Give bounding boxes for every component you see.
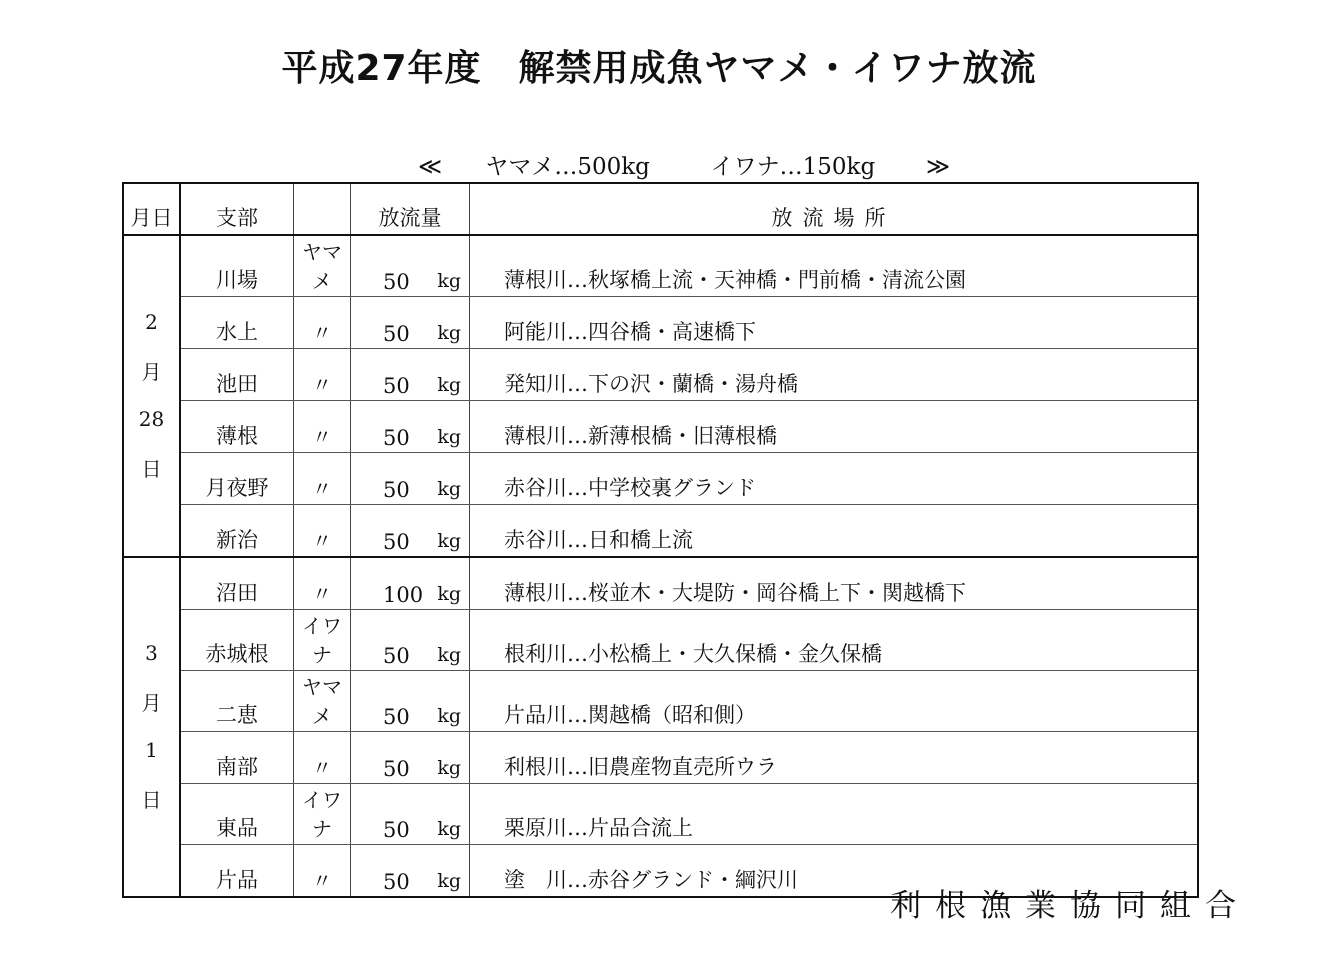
iwana-total: イワナ…150kg — [710, 154, 876, 180]
date-stack — [124, 641, 179, 813]
amount-cell — [351, 401, 470, 453]
amount-cell — [351, 732, 470, 784]
fish-cell: 〃 — [294, 349, 351, 401]
page-title: 平成27年度 解禁用成魚ヤマメ・イワナ放流 — [281, 48, 1037, 89]
date-part: 月 — [141, 691, 162, 715]
fish-cell: イワナ — [294, 610, 351, 671]
branch-cell: 新治 — [180, 505, 294, 558]
amount-value — [351, 818, 469, 842]
fish-cell: 〃 — [294, 401, 351, 453]
table-row — [123, 505, 1198, 558]
table-row — [123, 784, 1198, 845]
date-part: 3 — [145, 641, 158, 665]
amount-value — [351, 322, 469, 346]
stocking-totals — [418, 148, 951, 181]
organization-name: 利根漁業協同組合 — [890, 888, 1250, 924]
close-bracket: ≫ — [925, 154, 951, 180]
date-cell — [123, 235, 180, 557]
branch-cell: 片品 — [180, 845, 294, 898]
place-cell: 塗 川…赤谷グランド・綱沢川 — [504, 868, 798, 892]
table-row — [123, 671, 1198, 732]
amount-value — [351, 426, 469, 450]
fish-cell: 〃 — [294, 845, 351, 898]
table-row — [123, 453, 1198, 505]
table-row — [123, 610, 1198, 671]
branch-cell: 川場 — [180, 235, 294, 297]
amount-cell — [351, 349, 470, 401]
branch-cell: 薄根 — [180, 401, 294, 453]
branch-cell: 南部 — [180, 732, 294, 784]
place-cell: 薄根川…秋塚橋上流・天神橋・門前橋・清流公園 — [470, 235, 1199, 297]
place-cell: 利根川…旧農産物直売所ウラ — [470, 732, 1199, 784]
amount-unit: kg — [437, 757, 461, 779]
amount-value — [351, 478, 469, 502]
date-stack — [124, 310, 179, 482]
place-cell: 薄根川…桜並木・大堤防・岡谷橋上下・関越橋下 — [470, 557, 1199, 610]
header-date: 月日 — [123, 183, 180, 235]
place-cell: 薄根川…新薄根橋・旧薄根橋 — [470, 401, 1199, 453]
table-row — [123, 297, 1198, 349]
amount-unit: kg — [437, 870, 461, 892]
amount-cell — [351, 505, 470, 558]
fish-cell: 〃 — [294, 297, 351, 349]
amount-cell — [351, 453, 470, 505]
date-part: 1 — [145, 738, 158, 762]
date-part: 月 — [141, 360, 162, 384]
amount-number: 50 — [383, 705, 410, 729]
fish-cell: 〃 — [294, 505, 351, 558]
amount-number: 50 — [383, 757, 410, 781]
amount-number: 50 — [383, 478, 410, 502]
amount-unit: kg — [437, 818, 461, 840]
table-row — [123, 349, 1198, 401]
table-row — [123, 732, 1198, 784]
amount-value — [351, 530, 469, 554]
release-table — [122, 182, 1199, 898]
amount-number: 50 — [383, 322, 410, 346]
date-part: 28 — [138, 407, 165, 431]
fish-cell: 〃 — [294, 453, 351, 505]
amount-unit: kg — [437, 374, 461, 396]
amount-unit: kg — [437, 426, 461, 448]
amount-cell — [351, 235, 470, 297]
place-cell: 片品川…関越橋（昭和側） — [470, 671, 1199, 732]
amount-value — [351, 270, 469, 294]
header-amount: 放流量 — [351, 183, 470, 235]
amount-unit: kg — [437, 270, 461, 292]
fish-cell: 〃 — [294, 732, 351, 784]
branch-cell: 水上 — [180, 297, 294, 349]
amount-number: 50 — [383, 818, 410, 842]
branch-cell: 赤城根 — [180, 610, 294, 671]
amount-unit: kg — [437, 530, 461, 552]
fish-cell: ヤマメ — [294, 671, 351, 732]
place-cell: 栗原川…片品合流上 — [470, 784, 1199, 845]
amount-unit: kg — [437, 583, 461, 605]
table-header-row — [123, 183, 1198, 235]
yamame-total: ヤマメ…500kg — [485, 154, 650, 180]
branch-cell: 二恵 — [180, 671, 294, 732]
amount-unit: kg — [437, 478, 461, 500]
place-cell: 赤谷川…日和橋上流 — [470, 505, 1199, 558]
fish-cell: 〃 — [294, 557, 351, 610]
amount-number: 50 — [383, 426, 410, 450]
branch-cell: 池田 — [180, 349, 294, 401]
header-branch: 支部 — [180, 183, 294, 235]
amount-unit: kg — [437, 322, 461, 344]
fish-cell: ヤマメ — [294, 235, 351, 297]
amount-unit: kg — [437, 705, 461, 727]
place-cell: 赤谷川…中学校裏グランド — [470, 453, 1199, 505]
date-part: 2 — [145, 310, 158, 334]
amount-cell — [351, 845, 470, 898]
table-row — [123, 557, 1198, 610]
date-part: 日 — [141, 788, 162, 812]
amount-cell — [351, 610, 470, 671]
branch-cell: 沼田 — [180, 557, 294, 610]
amount-cell — [351, 671, 470, 732]
amount-value — [351, 705, 469, 729]
table-row — [123, 401, 1198, 453]
amount-unit: kg — [437, 644, 461, 666]
date-cell — [123, 557, 180, 897]
header-fish — [294, 183, 351, 235]
fish-cell: イワナ — [294, 784, 351, 845]
place-cell: 根利川…小松橋上・大久保橋・金久保橋 — [470, 610, 1199, 671]
amount-cell — [351, 297, 470, 349]
amount-number: 50 — [383, 530, 410, 554]
amount-number: 100 — [383, 583, 424, 607]
branch-cell: 月夜野 — [180, 453, 294, 505]
place-cell: 発知川…下の沢・蘭橋・湯舟橋 — [470, 349, 1199, 401]
amount-cell — [351, 784, 470, 845]
amount-cell — [351, 557, 470, 610]
open-bracket: ≪ — [418, 154, 443, 180]
amount-number: 50 — [383, 374, 410, 398]
amount-number: 50 — [383, 644, 410, 668]
amount-value — [351, 870, 469, 894]
header-place: 放流場所 — [470, 183, 1199, 235]
table-body — [123, 235, 1198, 897]
amount-number: 50 — [383, 870, 410, 894]
place-cell: 阿能川…四谷橋・高速橋下 — [470, 297, 1199, 349]
amount-value — [351, 583, 469, 607]
amount-number: 50 — [383, 270, 410, 294]
branch-cell: 東品 — [180, 784, 294, 845]
amount-value — [351, 644, 469, 668]
table-row — [123, 235, 1198, 297]
amount-value — [351, 757, 469, 781]
amount-value — [351, 374, 469, 398]
date-part: 日 — [141, 457, 162, 481]
